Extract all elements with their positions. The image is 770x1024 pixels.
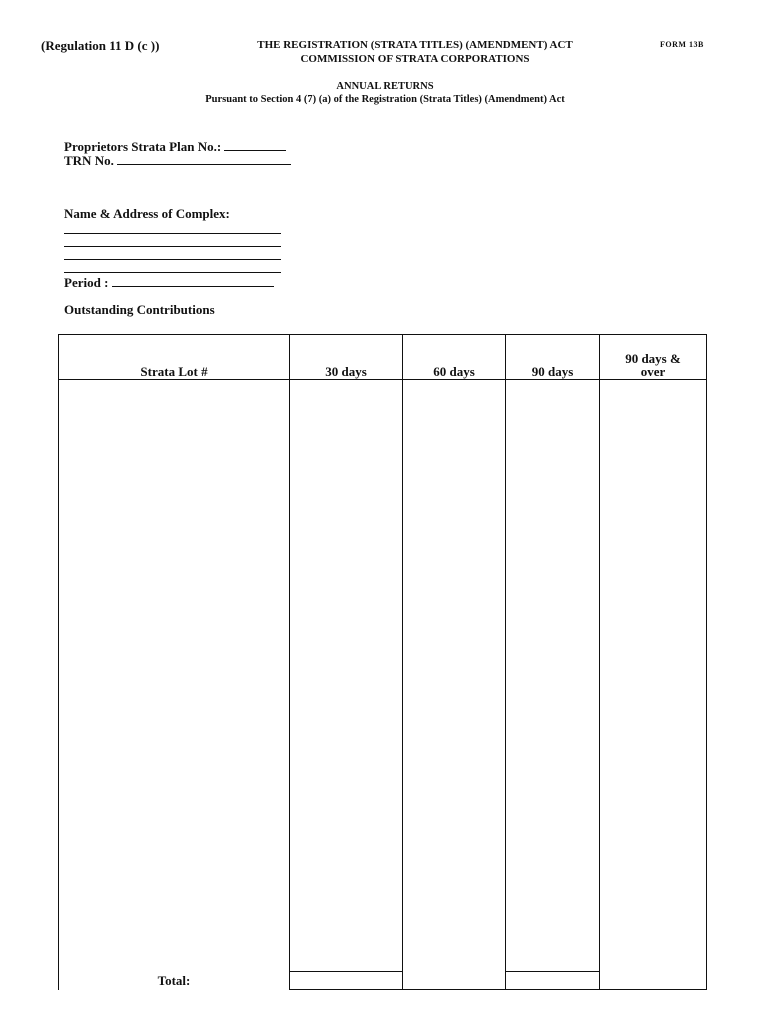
column-header-30-days: 30 days: [290, 335, 403, 380]
column-header-strata-lot: Strata Lot #: [59, 335, 290, 380]
period-label: Period :: [64, 275, 109, 290]
table-body-row: [59, 380, 707, 990]
annual-returns-heading: [0, 80, 770, 106]
cell-30-days[interactable]: [290, 380, 403, 990]
strata-lot-cell[interactable]: [59, 380, 290, 990]
cell-90-days-over[interactable]: [600, 380, 707, 990]
annual-returns-title: ANNUAL RETURNS: [336, 81, 434, 92]
strata-plan-label: Proprietors Strata Plan No.:: [64, 139, 222, 154]
total-label: Total:: [157, 972, 191, 988]
column-header-60-days: 60 days: [403, 335, 506, 380]
form-number: FORM 13B: [660, 40, 704, 49]
trn-blank[interactable]: [117, 153, 291, 165]
strata-plan-blank[interactable]: [224, 139, 286, 151]
total-box-90-days[interactable]: [506, 971, 599, 989]
period-blank[interactable]: [112, 275, 274, 287]
outstanding-contributions-table: [58, 334, 707, 990]
cell-90-days[interactable]: [506, 380, 600, 990]
address-line-2[interactable]: [64, 246, 281, 247]
section-title: Outstanding Contributions: [64, 302, 215, 317]
act-title-line1: THE REGISTRATION (STRATA TITLES) (AMENDMENT) ACT: [257, 39, 573, 51]
column-header-90-days: 90 days: [506, 335, 600, 380]
period-field: [64, 275, 274, 291]
address-line-1[interactable]: [64, 233, 281, 234]
pursuant-statement: Pursuant to Section 4 (7) (a) of the Registration (Strata Titles) (Amendment) Act: [205, 94, 565, 105]
total-box-30-days[interactable]: [290, 971, 402, 989]
address-line-4[interactable]: [64, 272, 281, 273]
address-line-3[interactable]: [64, 259, 281, 260]
act-title: [195, 38, 635, 66]
trn-label: TRN No.: [64, 153, 114, 168]
name-address-label: Name & Address of Complex:: [64, 206, 230, 221]
regulation-reference: (Regulation 11 D (c )): [41, 38, 160, 53]
table-header-row: [59, 335, 707, 380]
column-header-90-days-over-text: 90 days & over: [625, 351, 681, 379]
cell-60-days[interactable]: [403, 380, 506, 990]
trn-field: [64, 153, 291, 169]
column-header-90-days-over: [600, 335, 707, 380]
act-title-line2: COMMISSION OF STRATA CORPORATIONS: [300, 53, 530, 65]
